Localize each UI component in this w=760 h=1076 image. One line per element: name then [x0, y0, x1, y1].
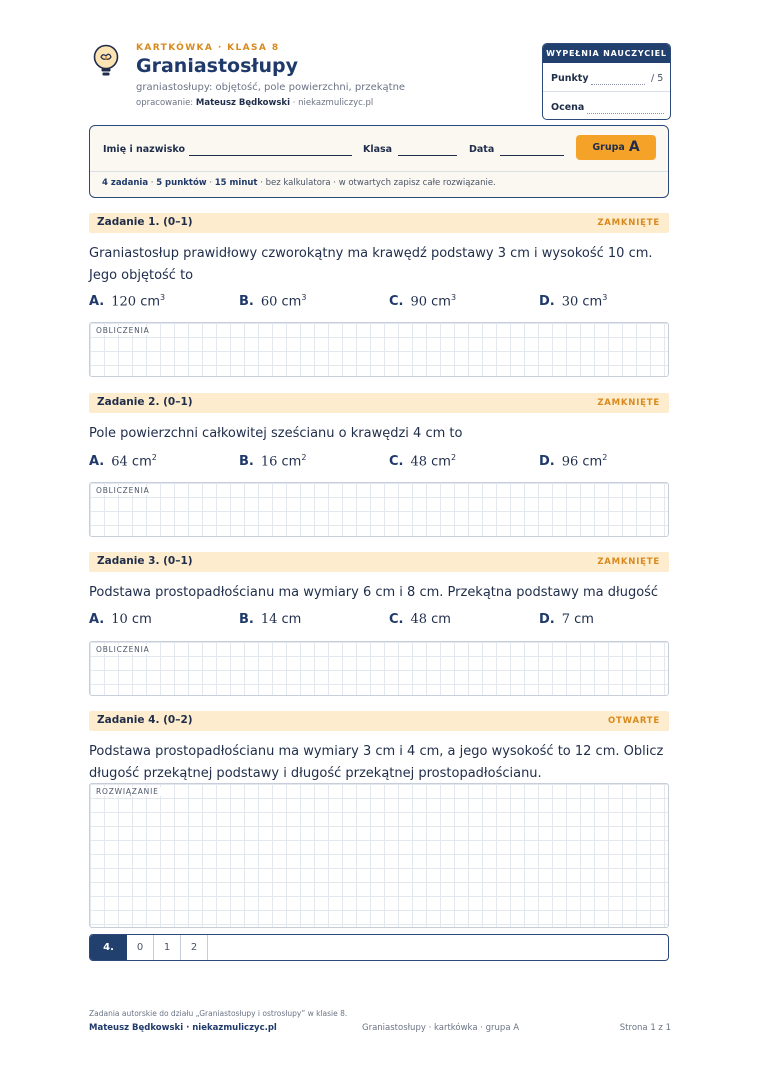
grade-field[interactable] — [587, 113, 664, 114]
footer-note: Zadania autorskie do działu „Graniastosłupy i ostrosłupy” w klasie 8. — [89, 1009, 348, 1018]
author-line — [136, 98, 373, 108]
task-2-question: Pole powierzchni całkowitej sześcianu o krawędzi 4 cm to — [89, 426, 463, 441]
answer-value: 90 — [410, 294, 428, 310]
task-4-header — [89, 711, 669, 731]
task-1-type-tag: ZAMKNIĘTE — [597, 218, 660, 228]
answer-unit: cm — [570, 612, 594, 627]
answer-option[interactable] — [239, 612, 301, 627]
task-3-header — [89, 552, 669, 572]
points-field[interactable] — [591, 84, 645, 85]
group-value: A — [628, 139, 640, 155]
answer-unit: cm — [127, 454, 152, 470]
answer-option[interactable] — [539, 453, 607, 469]
teacher-box — [542, 43, 671, 120]
answer-option[interactable] — [239, 293, 306, 309]
task-4-title: Zadanie 4. (0–2) — [97, 714, 193, 726]
date-field[interactable] — [500, 155, 564, 156]
task-1-header — [89, 213, 669, 233]
task-2-work-area[interactable] — [89, 482, 669, 537]
answer-option[interactable] — [89, 612, 152, 627]
page-title: Graniastosłupy — [136, 55, 298, 77]
author-name: Mateusz Będkowski — [195, 98, 291, 108]
answer-letter: C. — [389, 294, 404, 310]
task-1-question: Graniastosłup prawidłowy czworokątny ma krawędź podstawy 3 cm i wysokość 10 cm. Jego objętość to — [89, 246, 653, 283]
answer-letter: C. — [389, 612, 404, 627]
answer-unit: cm — [427, 612, 451, 627]
task-3-answers — [89, 612, 669, 632]
answer-exponent: 3 — [450, 293, 457, 302]
task-4-type-tag: OTWARTE — [608, 716, 660, 726]
answer-unit: cm — [427, 294, 451, 310]
name-field[interactable] — [189, 155, 352, 156]
answer-value: 60 — [260, 294, 278, 310]
answer-letter: B. — [239, 454, 254, 470]
answer-option[interactable] — [389, 293, 456, 309]
task-3-type-tag: ZAMKNIĘTE — [597, 557, 660, 567]
answer-option[interactable] — [89, 293, 165, 309]
answer-option[interactable] — [539, 293, 607, 309]
answer-unit: cm — [277, 454, 302, 470]
name-label: Imię i nazwisko — [103, 144, 185, 155]
answer-unit: cm — [578, 294, 603, 310]
task-1-work-area[interactable] — [89, 322, 669, 377]
info-separator: · — [148, 178, 157, 188]
answer-unit: cm — [277, 612, 302, 627]
score-point-1[interactable]: 1 — [154, 935, 181, 960]
task-3-work-area[interactable] — [89, 641, 669, 696]
answer-value: 10 — [111, 612, 128, 627]
answer-value: 48 — [410, 612, 428, 627]
group-badge — [576, 135, 656, 160]
task-3-title: Zadanie 3. (0–1) — [97, 555, 193, 567]
answer-exponent: 2 — [301, 453, 307, 462]
info-task-count: 4 zadania — [102, 178, 149, 188]
answer-value: 64 — [111, 454, 128, 470]
date-label: Data — [469, 144, 495, 155]
page-subtitle: graniastosłupy: objętość, pole powierzchni, przekątne — [136, 82, 406, 93]
answer-option[interactable] — [89, 453, 157, 469]
answer-value: 7 — [561, 612, 571, 627]
answer-letter: D. — [539, 612, 555, 627]
answer-unit: cm — [578, 454, 603, 470]
footer-author: Mateusz Będkowski · niekazmuliczyc.pl — [89, 1023, 277, 1033]
student-fields-row — [90, 126, 668, 172]
task-2-title: Zadanie 2. (0–1) — [97, 396, 193, 408]
points-row — [543, 63, 670, 91]
footer-document-title: Graniastosłupy · kartkówka · grupa A — [362, 1023, 520, 1033]
class-field[interactable] — [398, 155, 457, 156]
points-label: Punkty — [551, 73, 589, 84]
answer-unit: cm — [136, 294, 161, 310]
grade-label: Ocena — [551, 102, 585, 113]
task-2-type-tag: ZAMKNIĘTE — [597, 398, 660, 408]
answer-exponent: 3 — [301, 293, 307, 302]
group-label: Grupa — [592, 142, 625, 153]
lightbulb-brain-icon — [91, 44, 121, 78]
student-info-box — [89, 125, 669, 198]
answer-letter: B. — [239, 294, 254, 310]
author-prefix: opracowanie: — [136, 98, 196, 108]
score-point-0[interactable]: 0 — [127, 935, 154, 960]
footer-page-number: Strona 1 z 1 — [619, 1023, 671, 1033]
worksheet-kicker: KARTKÓWKA · KLASA 8 — [136, 43, 280, 53]
class-label: Klasa — [363, 144, 393, 155]
answer-value: 120 — [111, 294, 137, 310]
score-point-2[interactable]: 2 — [181, 935, 208, 960]
answer-option[interactable] — [389, 453, 456, 469]
answer-option[interactable] — [389, 612, 451, 627]
test-info — [102, 178, 496, 188]
answer-letter: A. — [89, 454, 105, 470]
work-area-label: OBLICZENIA — [96, 645, 150, 654]
author-site: · niekazmuliczyc.pl — [290, 98, 374, 108]
work-area-label: OBLICZENIA — [96, 486, 150, 495]
work-area-label: OBLICZENIA — [96, 326, 150, 335]
answer-letter: D. — [539, 454, 555, 470]
answer-value: 30 — [561, 294, 579, 310]
grade-row — [543, 91, 670, 119]
answer-unit: cm — [427, 454, 451, 470]
answer-letter: C. — [389, 454, 404, 470]
answer-option[interactable] — [239, 453, 306, 469]
task-1-answers — [89, 293, 669, 313]
task-4-solution-area[interactable] — [89, 783, 669, 928]
answer-exponent: 3 — [602, 293, 608, 302]
info-rules: · bez kalkulatora · w otwartych zapisz całe rozwiązanie. — [257, 178, 496, 188]
answer-value: 48 — [410, 454, 428, 470]
answer-unit: cm — [277, 294, 302, 310]
answer-exponent: 2 — [450, 453, 457, 462]
answer-exponent: 2 — [602, 453, 608, 462]
answer-value: 96 — [561, 454, 579, 470]
answer-exponent: 3 — [160, 293, 166, 302]
score-task-number: 4. — [90, 935, 127, 960]
answer-value: 16 — [260, 454, 278, 470]
answer-exponent: 2 — [151, 453, 157, 462]
info-time: 15 minut — [214, 178, 258, 188]
solution-area-label: ROZWIĄZANIE — [96, 787, 159, 796]
task-3-question: Podstawa prostopadłościanu ma wymiary 6 cm i 8 cm. Przekątna podstawy ma długość — [89, 585, 659, 600]
task-1-title: Zadanie 1. (0–1) — [97, 216, 193, 228]
answer-letter: D. — [539, 294, 555, 310]
task-2-answers — [89, 453, 669, 473]
points-max: / 5 — [651, 73, 664, 84]
answer-letter: A. — [89, 612, 105, 627]
info-separator: · — [206, 178, 215, 188]
answer-letter: B. — [239, 612, 254, 627]
teacher-box-heading: WYPEŁNIA NAUCZYCIEL — [543, 44, 670, 63]
task-2-header — [89, 393, 669, 413]
answer-letter: A. — [89, 294, 105, 310]
answer-option[interactable] — [539, 612, 594, 627]
answer-unit: cm — [127, 612, 152, 627]
info-points: 5 punktów — [156, 178, 207, 188]
task-4-question: Podstawa prostopadłościanu ma wymiary 3 cm i 4 cm, a jego wysokość to 12 cm. Oblicz długość przekątnej podstawy i długość przekątnej prostopadłościanu. — [89, 744, 664, 781]
answer-value: 14 — [260, 612, 278, 627]
task-4-score-bar — [89, 934, 669, 961]
